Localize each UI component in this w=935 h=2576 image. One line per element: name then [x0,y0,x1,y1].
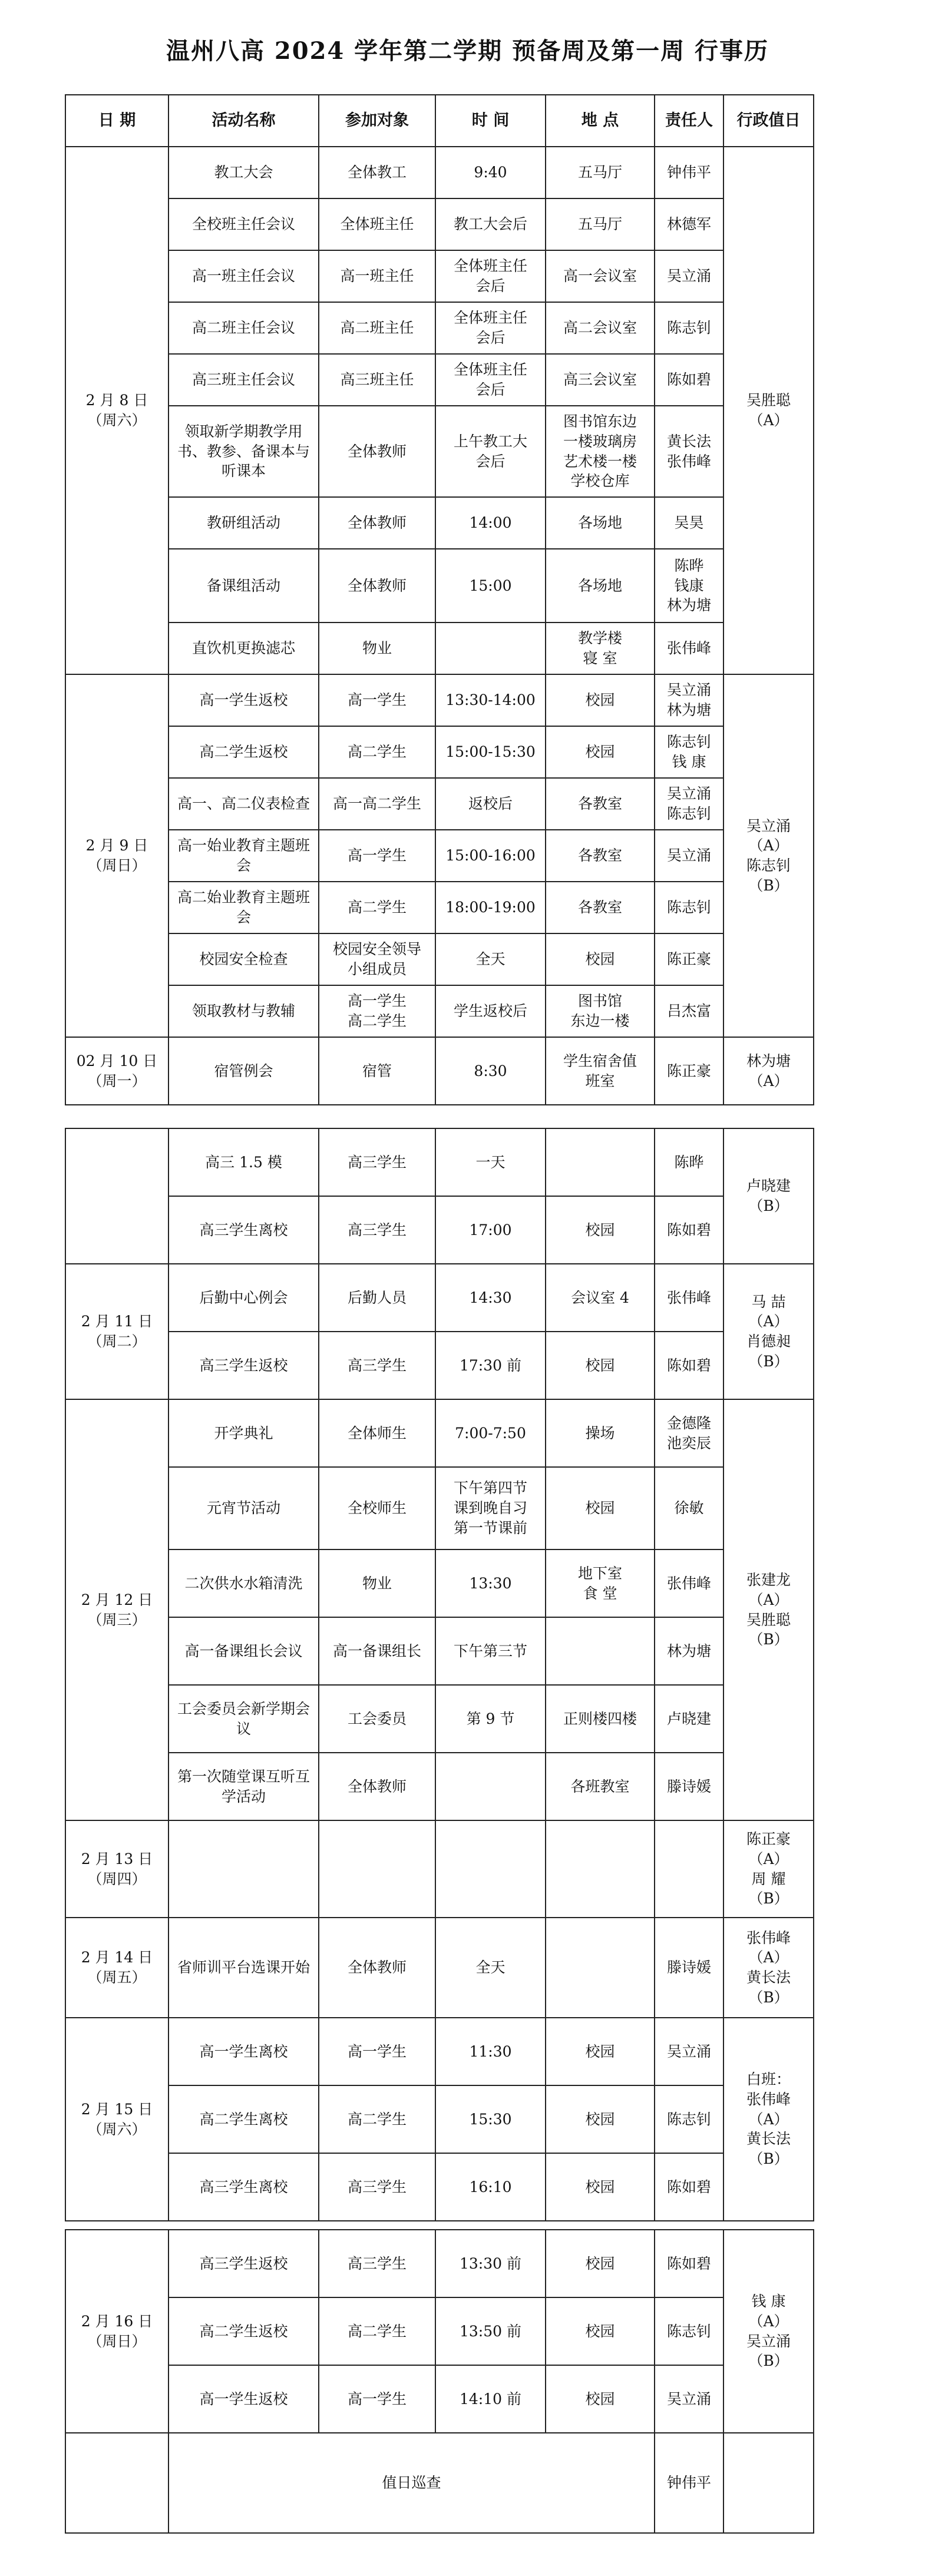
person-cell: 张伟峰 [655,623,723,674]
time-cell: 15:00-16:00 [435,830,546,882]
activity-cell: 高三 1.5 模 [169,1128,319,1196]
person-cell: 黄长法 张伟峰 [655,406,723,497]
table-row [65,1467,814,1549]
place-cell: 地下室 食 堂 [546,1549,655,1617]
activity-cell: 高三班主任会议 [169,354,319,406]
place-cell: 校园 [546,1332,655,1399]
activity-cell: 教研组活动 [169,497,319,549]
activity-cell: 备课组活动 [169,549,319,623]
person-cell: 滕诗媛 [655,1918,723,2018]
duty-cell: 卢晓建 （B） [723,1128,814,1264]
place-cell: 校园 [546,2230,655,2297]
time-cell: 18:00-19:00 [435,882,546,933]
person-cell: 陈如碧 [655,1332,723,1399]
empty-cell [435,1820,546,1918]
time-cell: 15:00-15:30 [435,726,546,778]
place-cell: 高一会议室 [546,250,655,302]
duty-cell: 吴胜聪 （A） [723,147,814,674]
time-cell: 上午教工大 会后 [435,406,546,497]
time-cell: 学生返校后 [435,985,546,1037]
participants-cell: 后勤人员 [319,1264,435,1332]
duty-cell: 白班： 张伟峰 （A） 黄长法 （B） [723,2018,814,2221]
participants-cell: 物业 [319,1549,435,1617]
activity-cell: 高三学生返校 [169,1332,319,1399]
place-cell: 教学楼 寝 室 [546,623,655,674]
place-cell: 校园 [546,2085,655,2153]
table-row [65,198,814,250]
header-person: 责任人 [655,95,723,147]
activity-cell: 第一次随堂课互听互学活动 [169,1753,319,1820]
person-cell: 陈志钊 [655,2297,723,2365]
table-row [65,1128,814,1196]
time-cell: 13:30 前 [435,2230,546,2297]
participants-cell: 高三学生 [319,1128,435,1196]
table-row [65,2230,814,2297]
time-cell: 第 9 节 [435,1685,546,1753]
activity-cell: 高二学生返校 [169,726,319,778]
participants-cell: 高二学生 [319,2085,435,2153]
table-row [65,1264,814,1332]
page-title: 温州八高 2024 学年第二学期 预备周及第一周 行事历 [166,37,769,65]
place-cell: 校园 [546,2153,655,2221]
table-row [65,726,814,778]
place-cell: 校园 [546,726,655,778]
table-row [65,985,814,1037]
table-row [65,354,814,406]
table-row [65,497,814,549]
time-cell: 全体班主任 会后 [435,354,546,406]
time-cell [435,623,546,674]
time-cell: 7:00-7:50 [435,1399,546,1467]
activity-cell: 高二学生离校 [169,2085,319,2153]
time-cell: 14:10 前 [435,2365,546,2433]
place-cell: 五马厅 [546,198,655,250]
table-row [65,882,814,933]
activity-cell: 高一班主任会议 [169,250,319,302]
date-cell: 2 月 11 日 （周二） [65,1264,169,1399]
table-row [65,1196,814,1264]
participants-cell: 全校师生 [319,1467,435,1549]
activity-cell: 高二学生返校 [169,2297,319,2365]
activity-cell: 工会委员会新学期会议 [169,1685,319,1753]
duty-cell: 钱 康 （A） 吴立涌 （B） [723,2230,814,2433]
time-cell: 17:30 前 [435,1332,546,1399]
activity-cell: 高一学生返校 [169,2365,319,2433]
time-cell: 全天 [435,1918,546,2018]
header-date: 日 期 [65,95,169,147]
person-cell: 吴立涌 [655,2365,723,2433]
place-cell [546,1617,655,1685]
time-cell: 13:50 前 [435,2297,546,2365]
activity-cell: 高一学生离校 [169,2018,319,2085]
place-cell: 学生宿舍值 班室 [546,1037,655,1105]
participants-cell: 全体教师 [319,1753,435,1820]
date-cell: 2 月 8 日 （周六） [65,147,169,674]
time-cell: 8:30 [435,1037,546,1105]
table-row [65,623,814,674]
participants-cell: 全体师生 [319,1399,435,1467]
activity-cell: 高一学生返校 [169,674,319,726]
table-row [65,1037,814,1105]
person-cell: 卢晓建 [655,1685,723,1753]
date-cell [65,1128,169,1264]
empty-cell [655,1820,723,1918]
person-cell: 陈晔 钱康 林为塘 [655,549,723,623]
participants-cell: 全体班主任 [319,198,435,250]
person-cell: 吴昊 [655,497,723,549]
person-cell: 吴立涌 林为塘 [655,674,723,726]
participants-cell: 高一学生 [319,2018,435,2085]
calendar-table-2 [65,1128,814,2221]
participants-cell: 全体教工 [319,147,435,198]
place-cell: 图书馆 东边一楼 [546,985,655,1037]
person-cell: 陈志钊 [655,302,723,354]
person-cell: 钟伟平 [655,2433,723,2533]
person-cell: 滕诗媛 [655,1753,723,1820]
activity-cell: 高一、高二仪表检查 [169,778,319,830]
header-duty: 行政值日 [723,95,814,147]
person-cell: 林德军 [655,198,723,250]
place-cell: 五马厅 [546,147,655,198]
time-cell: 14:00 [435,497,546,549]
calendar-table-1 [65,94,814,1105]
participants-cell: 全体教师 [319,406,435,497]
activity-cell: 领取新学期教学用书、教参、备课本与听课本 [169,406,319,497]
activity-cell: 高二班主任会议 [169,302,319,354]
date-cell: 2 月 14 日 （周五） [65,1918,169,2018]
header-time: 时 间 [435,95,546,147]
date-cell: 2 月 12 日 （周三） [65,1399,169,1820]
time-cell [435,1753,546,1820]
time-cell: 一天 [435,1128,546,1196]
place-cell: 各教室 [546,778,655,830]
place-cell: 图书馆东边 一楼玻璃房 艺术楼一楼 学校仓库 [546,406,655,497]
table-row [65,2018,814,2085]
person-cell: 钟伟平 [655,147,723,198]
table-row [65,1399,814,1467]
person-cell: 陈如碧 [655,354,723,406]
time-cell: 15:00 [435,549,546,623]
duty-cell: 陈正豪 （A） 周 耀 （B） [723,1820,814,1918]
participants-cell: 高三学生 [319,2153,435,2221]
place-cell: 正则楼四楼 [546,1685,655,1753]
participants-cell: 高三班主任 [319,354,435,406]
empty-cell [319,1820,435,1918]
participants-cell: 高二班主任 [319,302,435,354]
activity-cell: 全校班主任会议 [169,198,319,250]
time-cell: 15:30 [435,2085,546,2153]
time-cell: 下午第三节 [435,1617,546,1685]
date-cell: 02 月 10 日 （周一） [65,1037,169,1105]
duty-cell [723,2433,814,2533]
time-cell: 下午第四节 课到晚自习 第一节课前 [435,1467,546,1549]
participants-cell: 校园安全领导 小组成员 [319,933,435,985]
participants-cell: 全体教师 [319,497,435,549]
date-cell: 2 月 15 日 （周六） [65,2018,169,2221]
activity-cell: 省师训平台选课开始 [169,1918,319,2018]
person-cell: 陈如碧 [655,1196,723,1264]
table-row [65,1685,814,1753]
activity-cell: 高一备课组长会议 [169,1617,319,1685]
header-row [65,95,814,147]
participants-cell: 高一学生 [319,674,435,726]
person-cell: 陈志钊 [655,2085,723,2153]
duty-cell: 吴立涌 （A） 陈志钊 （B） [723,674,814,1037]
person-cell: 张伟峰 [655,1549,723,1617]
place-cell: 校园 [546,2365,655,2433]
table-row [65,933,814,985]
participants-cell: 物业 [319,623,435,674]
table-row [65,2153,814,2221]
time-cell: 返校后 [435,778,546,830]
time-cell: 全体班主任 会后 [435,302,546,354]
place-cell: 各班教室 [546,1753,655,1820]
place-cell: 校园 [546,2018,655,2085]
person-cell: 陈晔 [655,1128,723,1196]
header-participants: 参加对象 [319,95,435,147]
person-cell: 吕杰富 [655,985,723,1037]
participants-cell: 高二学生 [319,882,435,933]
table-row [65,2085,814,2153]
table-row [65,250,814,302]
participants-cell: 高二学生 [319,2297,435,2365]
participants-cell: 高三学生 [319,1332,435,1399]
table-row [65,1918,814,2018]
person-cell: 吴立涌 [655,250,723,302]
place-cell: 高三会议室 [546,354,655,406]
place-cell: 校园 [546,2297,655,2365]
activity-cell: 领取教材与教辅 [169,985,319,1037]
time-cell: 13:30 [435,1549,546,1617]
time-cell: 9:40 [435,147,546,198]
activity-cell: 校园安全检查 [169,933,319,985]
participants-cell: 工会委员 [319,1685,435,1753]
person-cell: 陈志钊 [655,882,723,933]
place-cell: 校园 [546,1467,655,1549]
activity-cell: 高三学生离校 [169,1196,319,1264]
place-cell [546,1918,655,2018]
place-cell: 会议室 4 [546,1264,655,1332]
time-cell: 16:10 [435,2153,546,2221]
person-cell: 陈志钊 钱 康 [655,726,723,778]
duty-cell: 张建龙 （A） 吴胜聪 （B） [723,1399,814,1820]
person-cell: 金德隆 池奕辰 [655,1399,723,1467]
table-row [65,674,814,726]
table-row [65,1617,814,1685]
time-cell: 教工大会后 [435,198,546,250]
table-row [65,302,814,354]
table-row [65,1332,814,1399]
place-cell: 校园 [546,933,655,985]
place-cell: 高二会议室 [546,302,655,354]
place-cell [546,1128,655,1196]
participants-cell: 宿管 [319,1037,435,1105]
table-row [65,1820,814,1918]
activity-cell: 宿管例会 [169,1037,319,1105]
participants-cell: 高二学生 [319,726,435,778]
activity-cell: 开学典礼 [169,1399,319,1467]
activity-cell: 高二始业教育主题班会 [169,882,319,933]
date-cell: 2 月 9 日 （周日） [65,674,169,1037]
person-cell: 林为塘 [655,1617,723,1685]
activity-cell: 二次供水水箱清洗 [169,1549,319,1617]
participants-cell: 高一班主任 [319,250,435,302]
activity-cell: 直饮机更换滤芯 [169,623,319,674]
person-cell: 吴立涌 [655,830,723,882]
activity-cell: 高三学生返校 [169,2230,319,2297]
person-cell: 陈正豪 [655,1037,723,1105]
activity-cell: 元宵节活动 [169,1467,319,1549]
activity-cell: 后勤中心例会 [169,1264,319,1332]
calendar-table-3 [65,2229,814,2534]
table-row [65,1549,814,1617]
participants-cell: 高一备课组长 [319,1617,435,1685]
table-row [65,2365,814,2433]
participants-cell: 全体教师 [319,549,435,623]
duty-cell: 张伟峰 （A） 黄长法 （B） [723,1918,814,2018]
table-row [65,778,814,830]
person-cell: 徐敏 [655,1467,723,1549]
activity-cell: 高一始业教育主题班会 [169,830,319,882]
time-cell: 14:30 [435,1264,546,1332]
duty-cell: 马 喆 （A） 肖德昶 （B） [723,1264,814,1399]
participants-cell: 高一学生 高二学生 [319,985,435,1037]
person-cell: 陈如碧 [655,2153,723,2221]
time-cell: 全天 [435,933,546,985]
header-activity: 活动名称 [169,95,319,147]
person-cell: 陈正豪 [655,933,723,985]
table-row [65,549,814,623]
duty-cell: 林为塘 （A） [723,1037,814,1105]
participants-cell: 全体教师 [319,1918,435,2018]
table-row [65,2297,814,2365]
activity-cell: 高三学生离校 [169,2153,319,2221]
date-cell: 2 月 13 日 （周四） [65,1820,169,1918]
empty-cell [546,1820,655,1918]
person-cell: 陈如碧 [655,2230,723,2297]
place-cell: 各教室 [546,830,655,882]
time-cell: 全体班主任 会后 [435,250,546,302]
table-row [65,147,814,198]
participants-cell: 高一高二学生 [319,778,435,830]
time-cell: 11:30 [435,2018,546,2085]
place-cell: 各场地 [546,549,655,623]
table-row [65,406,814,497]
person-cell: 张伟峰 [655,1264,723,1332]
table-row [65,830,814,882]
person-cell: 吴立涌 [655,2018,723,2085]
person-cell: 吴立涌 陈志钊 [655,778,723,830]
participants-cell: 高三学生 [319,2230,435,2297]
participants-cell: 高一学生 [319,2365,435,2433]
date-cell [65,2433,169,2533]
empty-cell [169,1820,319,1918]
place-cell: 校园 [546,674,655,726]
date-cell: 2 月 16 日 （周日） [65,2230,169,2433]
header-place: 地 点 [546,95,655,147]
place-cell: 各教室 [546,882,655,933]
activity-cell: 教工大会 [169,147,319,198]
activity-cell: 值日巡查 [169,2433,655,2533]
place-cell: 操场 [546,1399,655,1467]
table-row [65,1753,814,1820]
time-cell: 17:00 [435,1196,546,1264]
place-cell: 校园 [546,1196,655,1264]
time-cell: 13:30-14:00 [435,674,546,726]
participants-cell: 高三学生 [319,1196,435,1264]
participants-cell: 高一学生 [319,830,435,882]
table-row [65,2433,814,2533]
place-cell: 各场地 [546,497,655,549]
